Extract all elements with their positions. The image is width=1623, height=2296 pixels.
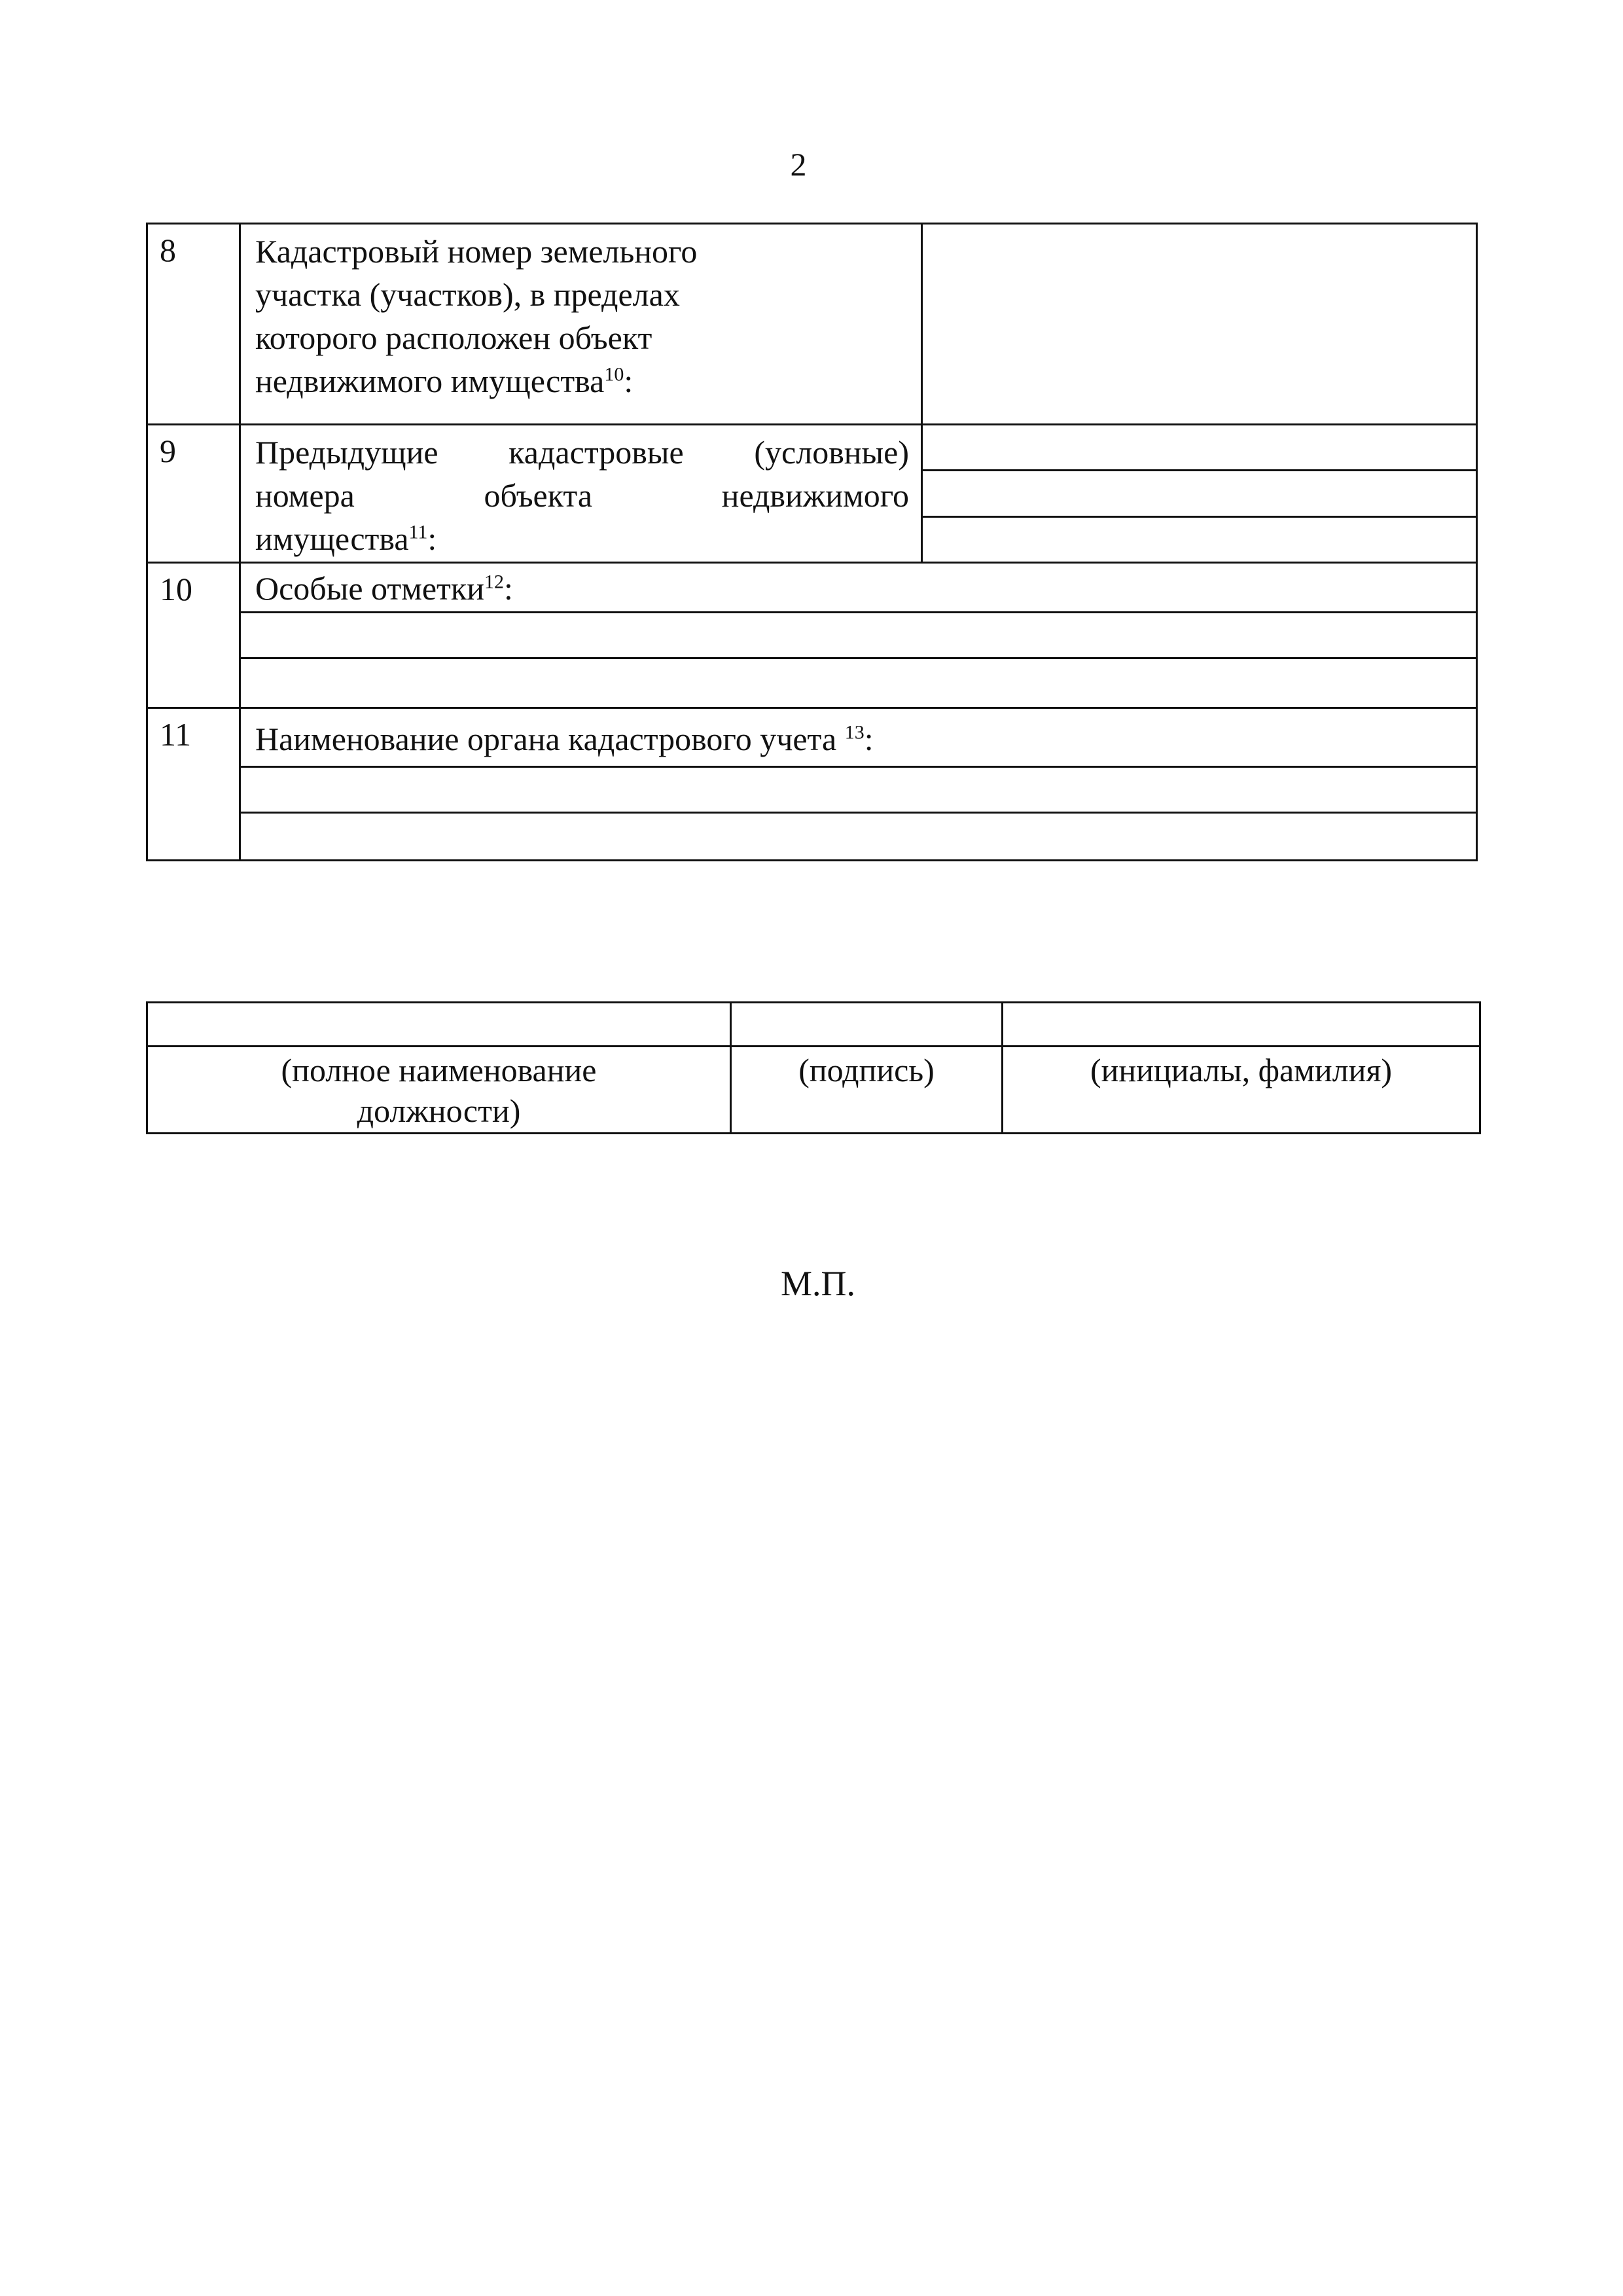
- position-field[interactable]: [148, 1003, 732, 1045]
- row-label: [241, 224, 923, 423]
- authority-name-block: [241, 709, 1476, 859]
- form-row-8: [148, 224, 1476, 425]
- previous-numbers-fields: [923, 425, 1476, 562]
- authority-name-field[interactable]: [241, 768, 1476, 814]
- label-colon: :: [427, 520, 437, 557]
- special-notes-field[interactable]: [241, 613, 1476, 659]
- row-label: [241, 564, 1476, 613]
- signature-field[interactable]: [732, 1003, 1003, 1045]
- label-text: имущества: [255, 520, 409, 557]
- label-colon: :: [864, 721, 874, 757]
- position-caption-line: должности): [357, 1092, 521, 1129]
- special-notes-field[interactable]: [241, 659, 1476, 705]
- label-line: которого расположен объект: [255, 319, 652, 356]
- label-colon: :: [503, 570, 513, 607]
- cadastral-form-table: [146, 223, 1478, 861]
- previous-number-field[interactable]: [923, 518, 1476, 562]
- position-caption-line: (полное наименование: [281, 1052, 597, 1088]
- row-number: 10: [148, 564, 241, 707]
- signature-blank-row: [148, 1003, 1479, 1047]
- signature-caption-row: [148, 1047, 1479, 1132]
- label-text: Наименование органа кадастрового учета: [255, 721, 845, 757]
- previous-number-field[interactable]: [923, 471, 1476, 517]
- special-notes-block: [241, 564, 1476, 707]
- previous-number-field[interactable]: [923, 425, 1476, 471]
- label-colon: :: [624, 363, 633, 399]
- name-field[interactable]: [1003, 1003, 1479, 1045]
- label-line-last: [255, 517, 909, 560]
- row-number: 11: [148, 709, 241, 859]
- footnote-ref: 11: [408, 521, 428, 543]
- row-number: 9: [148, 425, 241, 562]
- label-text: Особые отметки: [255, 570, 484, 607]
- name-caption: (инициалы, фамилия): [1090, 1052, 1392, 1088]
- label-line: Кадастровый номер земельного: [255, 233, 698, 270]
- form-row-11: [148, 709, 1476, 861]
- page-number: 2: [790, 146, 807, 183]
- row-label: [241, 709, 1476, 768]
- position-caption: [148, 1047, 732, 1132]
- row-number: 8: [148, 224, 241, 423]
- label-line: Предыдущие кадастровые (условные): [255, 434, 909, 471]
- cadastral-number-field[interactable]: [923, 224, 1476, 423]
- form-row-9: [148, 425, 1476, 564]
- label-line: номера объекта недвижимого: [255, 477, 909, 514]
- form-row-10: [148, 564, 1476, 709]
- row-label: [241, 425, 923, 562]
- footnote-ref: 12: [484, 571, 504, 593]
- stamp-place-label: М.П.: [780, 1264, 855, 1303]
- signature-caption: (подпись): [732, 1047, 1003, 1132]
- footnote-ref: 13: [844, 721, 865, 744]
- label-line-last: [255, 359, 909, 403]
- label-text: недвижимого имущества: [255, 363, 605, 399]
- label-line: участка (участков), в пределах: [255, 276, 680, 313]
- authority-name-field[interactable]: [241, 814, 1476, 859]
- signature-table: [146, 1001, 1481, 1134]
- footnote-ref: 10: [604, 363, 624, 386]
